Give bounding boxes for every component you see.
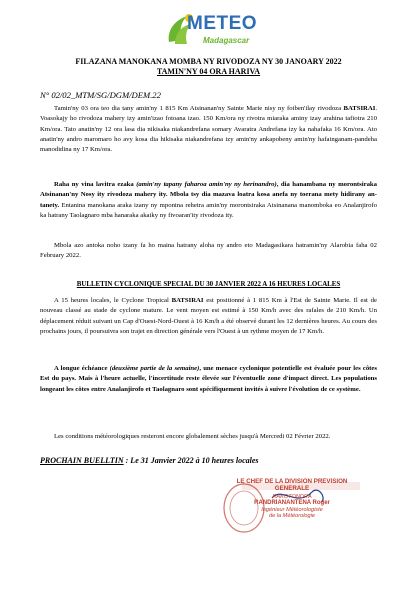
next-bulletin-label: PROCHAIN BUELLTIN: [40, 456, 124, 465]
malagasy-paragraph-2: [40, 180, 377, 221]
malagasy-paragraph-1: [40, 104, 377, 155]
text-run: (amin'ny tapany faharoa amin'ny ny herinandro): [136, 181, 277, 188]
logo-text: METEO: [187, 13, 258, 34]
stamp-org: de la Météorologie: [268, 513, 316, 519]
french-paragraph-3: Les conditions météorologiques resteront encore globalement sèches jusqu'à Mercredi 02 Février 2022.: [54, 433, 331, 440]
meteo-madagascar-logo: [165, 12, 260, 50]
stamp-role: Ingénieur Météorologiste: [261, 507, 323, 513]
text-run: Entanina manokana araka izany ny mponina rehetra amin'ny morontsiraka Atsinanana manomboka eo Analanjirofo ka hatrany Taolagnaro mba hanaraka akaiky ny fivoaran'ity rivodoza ity.: [40, 201, 377, 219]
text-run: . Voasokajy ho rivodoza mahery izy amin'izao fotoana izao. 150 Km/ora ny rivotra miaraka aminy izay arahina tafiotra 210 Km/ora. Tato anatin'ny 12 ora lasa dia nikisaka niakandrefana somary Avaratra Andrefana izy ka nahafaka 16 Km/ora. Ato anatin'ny andro maromaro ho avy kosa dia hikisaka niakandrefana izy amin'ny ankapobeny amin'ny hafainganam-pandeha manodidina ny 17 Km/ora.: [40, 105, 377, 154]
cyclone-name: BATSIRAI: [171, 297, 204, 304]
official-stamp: [222, 478, 362, 538]
text-run: (deuxième partie de la semaine): [109, 365, 200, 372]
text-run: Tamin'ny 03 ora teo dia tany amin'ny 1 815 Km Atsinanan'ny Sainte Marie nisy ny foiben'ilay rivodoza: [54, 105, 344, 112]
french-bulletin-header: BULLETIN CYCLONIQUE SPECIAL DU 30 JANVIER 2022 A 16 HEURES LOCALES: [76, 281, 341, 288]
text-run: , une menace cyclonique potentielle est évaluée pour les côtes Est du pays. Mais à l'heure actuelle, l'incertitude reste élevée sur l'éventuelle zone d'impact direct. Les populations longeant les côtes entre Analanjirofo et Taolagnaro sont spécifiquement invités à suivre l'évolution de ce système.: [40, 365, 377, 393]
text-run: est positionné à 1 815 Km à l'Est de Sainte Marie. Il est de nouveau classé au stade de cyclone mature. Le vent moyen est estimé à 150 Km/h avec des rafales de 210 Km/h. Un déplacement réduit suivant un Cap d'Ouest-Nord-Ouest à 16 Km/h a été observé durant les 12 dernières heures. Au cours des prochains jours, il poursuivra son trajet en direction générale vers l'Ouest à un rythme moyen de 17 Km/h.: [40, 297, 377, 335]
document-title: FILAZANA MANOKANA MOMBA NY RIVODOZA NY 30 JANOARY 2022: [75, 57, 342, 66]
text-run: A 15 heures locales, le Cyclone Tropical: [54, 297, 172, 304]
cyclone-name: BATSIRAI: [343, 105, 376, 112]
french-paragraph-2: [40, 364, 377, 395]
text-run: A longue échéance: [54, 365, 110, 372]
next-bulletin-time: : Le 31 Janvier 2022 à 10 heures locales: [123, 456, 259, 465]
document-subtitle: TAMIN'NY 04 ORA HARIVA: [156, 67, 261, 76]
text-run: , dia hanambana ny morontsiraka Atsinanan'ny Nosy ity rivodoza mahery ity. Mbola tsy dia mazava loatra kosa anefa ny toerana mety hidirany an-tanety.: [40, 181, 377, 209]
stamp-name: RANDRIANANTENA Roger: [254, 500, 330, 506]
logo-subtitle: Madagascar: [203, 36, 250, 45]
stamp-signature-text: RAKOTONDRA: [272, 494, 312, 500]
reference-number: N° 02/02_MTM/SG/DGM/DEM.22: [40, 90, 161, 100]
malagasy-paragraph-3: Mbola azo antoka noho izany fa ho maina hatrany aloha ny andro eto Madagasikara hatramin'ny Alarobia faha 02 February 2022.: [40, 242, 377, 260]
next-bulletin: [40, 456, 259, 465]
stamp-title: LE CHEF DE LA DIVISION PREVISION GENERALE: [236, 478, 348, 492]
french-paragraph-1: [40, 296, 377, 337]
text-run: Raha ny vina lavitra ezaka: [54, 181, 137, 188]
